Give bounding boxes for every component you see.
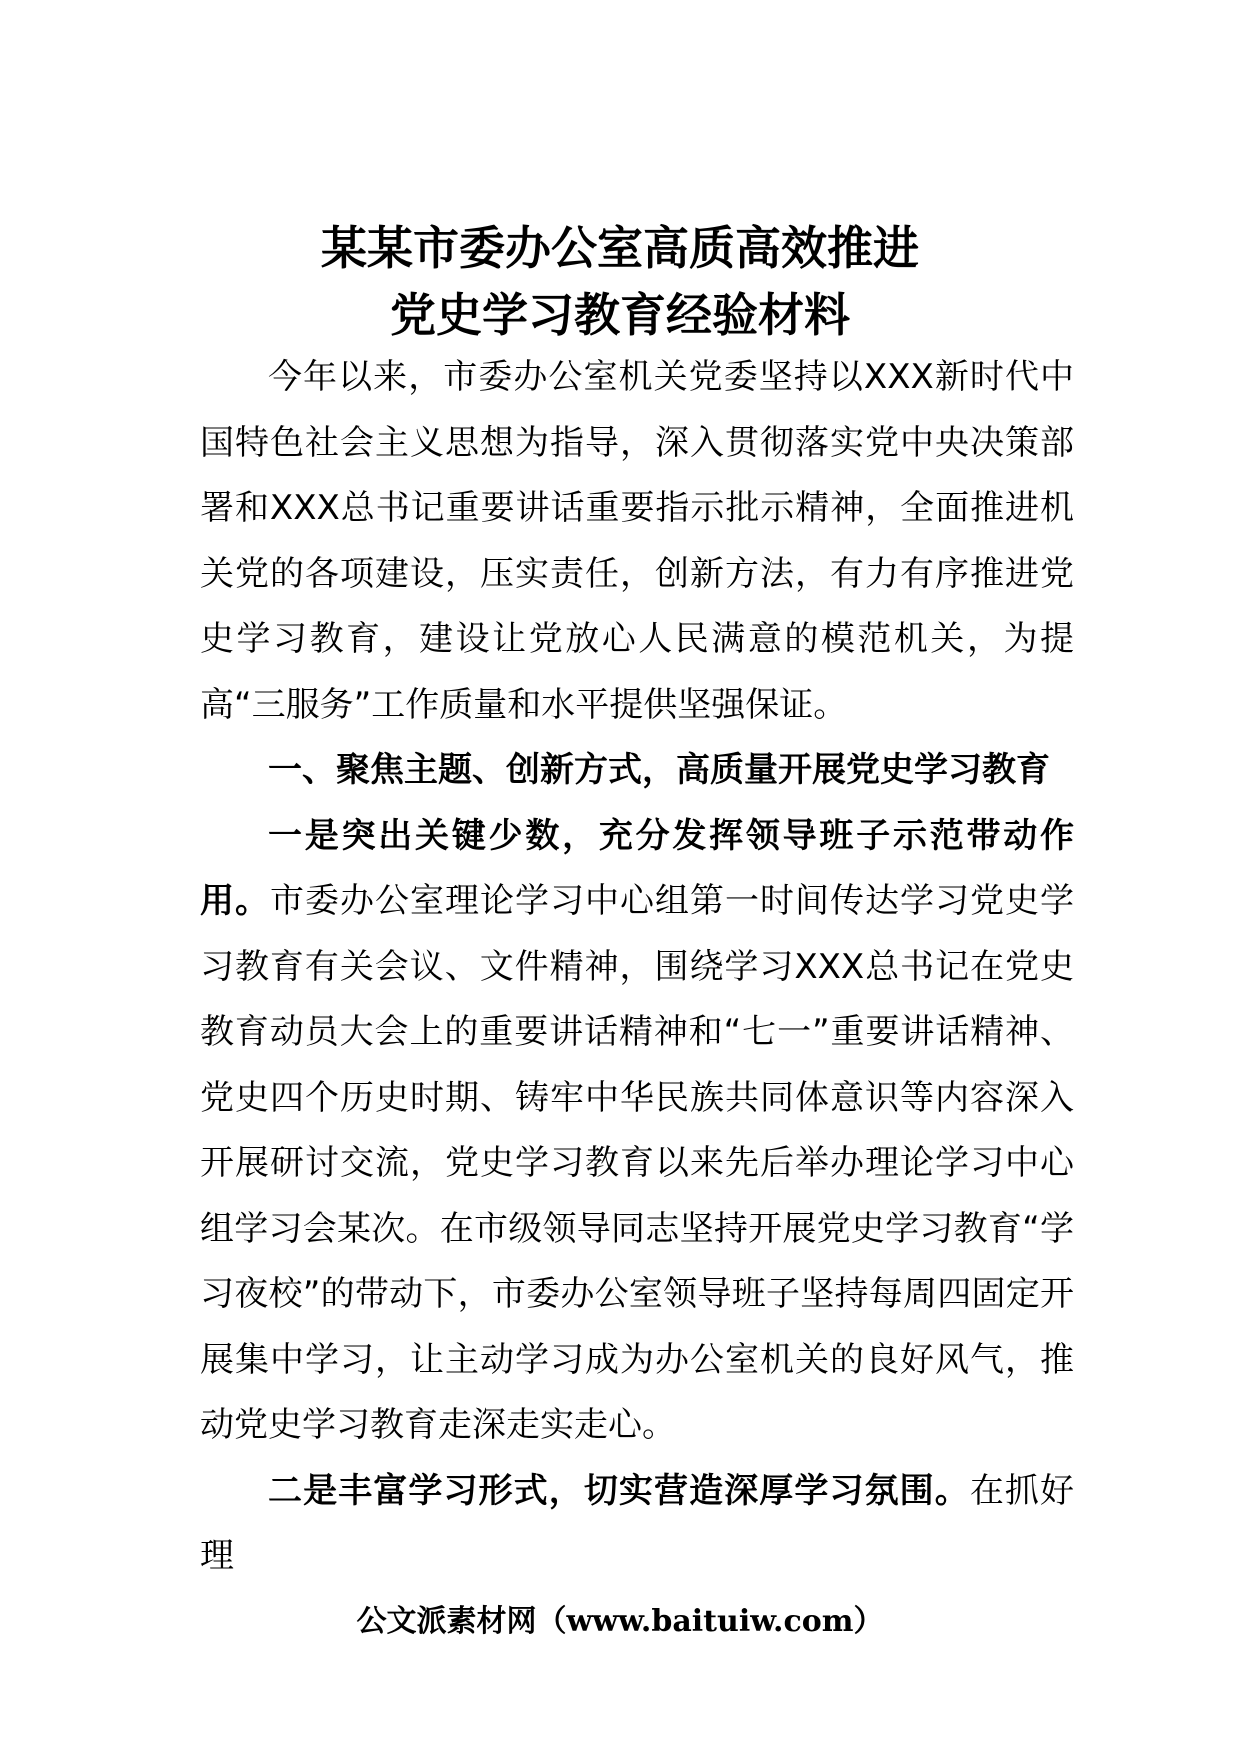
page-footer-source: 公文派素材网（www.baituiw.com） — [356, 1604, 884, 1639]
section-heading-1: 一、聚焦主题、创新方式，高质量开展党史学习教育 — [268, 750, 1050, 790]
paragraph-point-1 — [200, 804, 1074, 1459]
paragraph-point-2 — [200, 1459, 1074, 1590]
document-title-line-2: 党史学习教育经验材料 — [390, 288, 850, 342]
paragraph-intro: 今年以来，市委办公室机关党委坚持以XXX新时代中国特色社会主义思想为指导，深入贯彻落实党中央决策部署和XXX总书记重要讲话重要指示批示精神，全面推进机关党的各项建设，压实责任，创新方法，有力有序推进党史学习教育，建设让党放心人民满意的模范机关，为提高“三服务”工作质量和水平提供坚强保证。 — [200, 357, 1074, 725]
paragraph-point-2-lead: 二是丰富学习形式，切实营造深厚学习氛围。 — [268, 1470, 970, 1511]
document-body — [200, 345, 1074, 1590]
paragraph-point-1-text: 市委办公室理论学习中心组第一时间传达学习党史学习教育有关会议、文件精神，围绕学习XXX总书记在党史教育动员大会上的重要讲话精神和“七一”重要讲话精神、党史四个历史时期、铸牢中华民族共同体意识等内容深入开展研讨交流，党史学习教育以来先后举办理论学习中心组学习会某次。在市级领导同志坚持开展党史学习教育“学习夜校”的带动下，市委办公室领导班子坚持每周四固定开展集中学习，让主动学习成为办公室机关的良好风气，推动党史学习教育走深走实走心。 — [200, 881, 1074, 1445]
document-title-line-1: 某某市委办公室高质高效推进 — [321, 221, 919, 275]
paragraph-point-2-text: 在抓好理 — [200, 1470, 1075, 1576]
paragraph-point-1-lead: 一是突出关键少数，充分发挥领导班子示范带动作用。 — [200, 815, 1074, 921]
